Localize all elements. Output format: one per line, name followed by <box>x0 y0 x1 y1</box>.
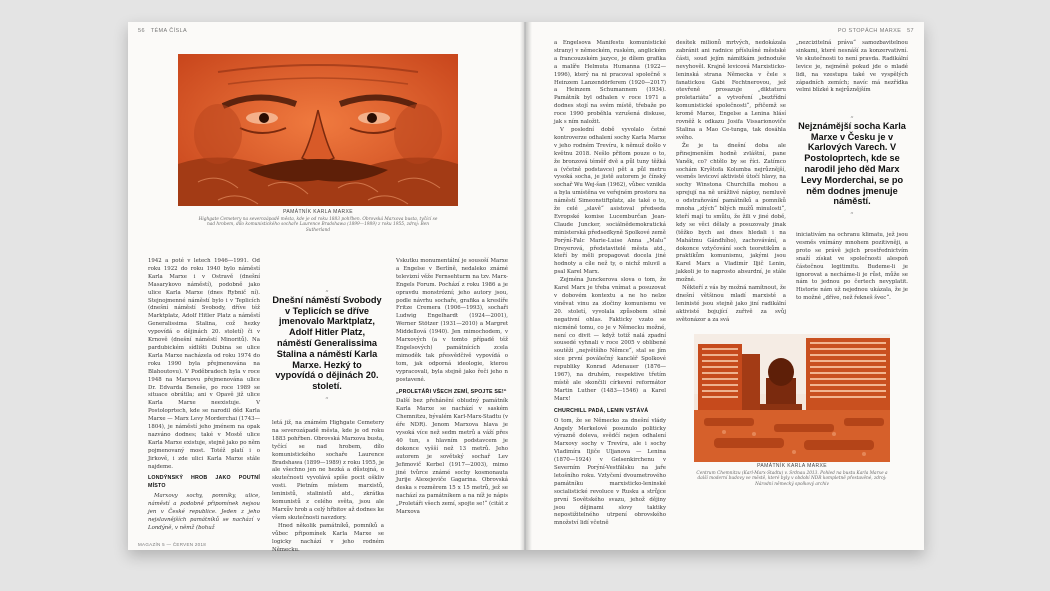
quote-text: Dnešní náměstí Svobody v Teplicích se dříve jmenovalo Marktplatz, Adolf Hitler Platz, náměstí Generalissima Stalina a náměstí Karla Marxe. Hezký to vypovídá o dějinách 20. století. <box>272 294 382 392</box>
left-folio <box>138 28 187 34</box>
paragraph: iniciativám na ochranu klimatu, jež jsou vesměs vnímány mnohem pozitivněji, a proto se právě jejich prostřednictvím snaží získat ve společnosti alespoň částečnou legitimitu. Budeme-li je ignorovat a necháme-li je růst, může se nám to jednou po čertech nevyplatit. Historie nám už nejednou ukázala, že je to možné „dříve, než řekneš švec“. <box>796 232 908 302</box>
left-column-1 <box>148 258 260 548</box>
right-column-3-top <box>796 40 908 104</box>
quote-open-mark: „ <box>850 111 854 119</box>
chemnitz-illustration <box>694 334 890 462</box>
paragraph: Vskutku monumentální je sousoší Marxe a Engelse v Berlíně, nedaleko známé televizní věže Fernsehturm na tzv. Marx-Engels Forum. Pochází z roku 1986 a je opravdu monstrózní; jeho autory jsou, podle návrhu sochaře, grafika a kreslíře Fritze Cremera (1906—1993), sochaři Ludwig Engelhardt (1924—2001), Werner Stötzer (1931—2010) a Margret Middellová (1940). Jen mimochodem, v Marxových (a v tomto případě též Engelsových) památnících zcela mimoděk tak přesvědčivě vypovídá o tom, jak odporná ideologie, kterou vypracovali, byla stejně jako řeči jeho n postavené. <box>396 258 508 383</box>
left-column-3 <box>396 258 508 548</box>
right-column-1 <box>554 40 666 546</box>
chemnitz-monument-photo <box>694 334 890 462</box>
paragraph: V poslední době vyvolalo četné kontroverze odhalení sochy Karla Marxe v jeho rodném Trevíru, k němuž došlo v květnu 2018. Nešlo přitom pouze o to, že bronzová téměř dvě a půl tuny těžká a (včetně podstavce) pět a půl metru vysoká socha, je jistě autorem je čínský sochař Wu Wej-šan (1962), vůbec vznikla a byla umístěna ve veřejném prostoru na náměstí Simeonstiftplatz, ale také o to, že celé „slavě“ asistoval předseda Evropské komise Lucemburčan Jean-Claude Juncker, sociálnědemokratická ministerská předsedkyně Spolkové země Porýní-Falc Marie-Luise Anna „Malu“ Dreyerová, představitelé města atd., kteří by měli propagovat docela jiné hodnoty a cíle než ty, o nichž mluvil a psal Karel Marx. <box>554 126 666 276</box>
quote-close-mark: “ <box>850 211 854 220</box>
paragraph: Marxovy sochy, pomníky, ulice, náměstí a podobně připomínek nejsou jen v České republice. Jeden z jeho nejslavnějších památníků se nachází v Londýně, v němž (bohuž <box>148 493 260 531</box>
right-column-2 <box>676 40 786 330</box>
section-title: TÉMA ČÍSLA <box>150 28 188 34</box>
marx-face-illustration <box>178 54 458 206</box>
left-pull-quote <box>272 284 382 406</box>
paragraph: O tom, že se Německo za dnešní vlády Angely Merkelové posunulo politicky výrazně doleva, svědčí nejen odhalení Marxovy sochy v Trevíru, ale i sochy Vladimíra Iljiče Uljanova — Lenina (1870—1924) v Gelsenkirchenu v Severním Porýní-Vestfálsku na jaře letošního roku. Vztyčení dvoumetrového památníku marxisticko-leninské socialistické revoluce v Rusku a strůjce první Sovětského svazu, jehož dějiny jsou dějinami slovy taktiky nepostižitelného utrpení obrovského množství lidí včetně <box>554 417 666 527</box>
caption-title: PAMÁTNÍK KARLA MARXE <box>757 463 827 469</box>
paragraph: Zejména Junckerova slova o tom, že Karel Marx je třeba vnímat a posuzovat v dobovém kontextu a ne ho nelze viněvat vinu za zločiny komunismu ve 20. století, vyvolala způsobem silné negativní ohlas. Fakticky vzato se nicméně tomu, co je v Německu možné, není co divit — když totiž nalá zpadní sousedé vyhnali v roce 2005 v oblíbené soutěži „největšího Němce“, stal se jím sice první poválečný kancléř Spolkové republiky Konrad Adenauer (1876—1967), na druhém, respektive třetím místě ale skončili církevní reformátor Martin Luther (1483—1546) a Karel Marx! <box>554 277 666 402</box>
caption-text: Highgate Cemetery na severozápadě města, kde je od roku 1883 pohřben. Obrovská Marxova busta, tyčící se nad hrobem, dílo komunistického sochaře Laurence Bradshawa (1899—1989) z roku 1955, zdroj: Ben Sutherland <box>198 216 438 233</box>
section-heading: LONDÝNSKÝ HROB JAKO POUTNÍ MÍSTO <box>148 475 260 490</box>
paragraph: Že je ta dnešní doba ale přinejmenším hodně zvláštní, pane Vaněk, co? chtělo by se říci. Zatímco sochám Kryštofa Kolumba nejrůznější, vesměs levicoví aktivisté útočí hlavy, na sochy Winstona Churchilla mohou a sprejují na ně urážlivé nápisy, nemluvě o odstraňování památníků a pomníků mnoha „zlých“ bílých mužů minulosti“, kteří mají tu smůlu, že žili v jiné době, kdy se věci dělaly a posuzovaly jinak (těžko bych asi dnes hledali i na Mahátmu Gándhího), zachovávání, a dokonce vztyčování soch teoretikům a praktikům komunismu, jakými jsou Karel Marx a Vladimír Iljič Lenin, jakkoli je to naprosto absurdní, je stále možné. <box>676 142 786 284</box>
right-column-3 <box>796 232 908 326</box>
right-page <box>526 22 924 550</box>
left-footer: MAGAZÍN 5 — ČERVEN 2018 <box>138 542 207 547</box>
marx-portrait-photo <box>178 54 458 206</box>
paragraph: Hned několik památníků, pomníků a vůbec připomínek Karla Marxe se logicky nachází v jeho rodném Německu. <box>272 522 384 553</box>
right-folio <box>838 28 914 34</box>
section-heading: CHURCHILL PADÁ, LENIN VSTÁVÁ <box>554 407 649 414</box>
paragraph: „nezcizitelná práva“ samozbavitelnou sinkami, které nesnáší za konzervativní. Ve skutečnosti to není pravda. Radikální levice je, nejméně pokud jde o mladé lidi, na vzestupu také ve vyspělých západních zemích; navíc má nezřídka velmi blízké k nejrůznějším <box>796 40 908 94</box>
quote-close-mark: “ <box>325 395 329 404</box>
paragraph: Další bez přehánění obludný památník Karla Marxe se nachází v saském Chemnitzu, bývalém Karl-Marx-Stadtu (v éře NDR). Jenom Marxova hlava je vysoká více než sedm metrů a váží přes 40 tun, s hlavním podstavcem je dokonce vyšší než 13 metrů. Jeho autorem je sovětský sochař Lev Jefimovič Kerbel (1917—2003), mimo jiné tvůrce známé sochy kosmonauta Jurije Alexejeviče Gagarina. Obrovská deska s rozměrem 15 x 15 metrů, jež se nachází za památníkem a na níž je nápis „Proletáři všech zemí, spojte se!“ (citát z Marxova <box>396 398 508 516</box>
page-number: 57 <box>907 28 914 34</box>
left-page <box>128 22 524 553</box>
section-heading: „PROLETÁŘI VŠECH ZEMÍ, SPOJTE SE!“ <box>396 388 507 395</box>
quote-text: Nejznámější socha Karla Marxe v Česku je v Karlových Varech. V Postoloprtech, kde se narodil jeho děd Marx Levy Morderchai, se po něm dodnes jmenuje náměstí. <box>798 120 906 207</box>
caption-text: Centrum Chemnitzu (Karl-Marx-Stadtu) v. Srdnau 2013. Pohled na bustu Karla Marxe a další moderní budovy ve městě, které byly v období NDR kompletně přestavěné, zdroj: Národní německý spolkový archiv <box>696 470 888 487</box>
paragraph: letá již, na známém Highgate Cemetery na severozápadě města, kde je od roku 1883 pohřben. Obrovská Marxova busta, tyčící se nad hrobem, dílo komunistického sochaře Laurence Bradshawa (1899—1989) z roku 1955, je ale všechno jen ne hezká a důstojná, o skutečnosti vyvolává spíše pocit oškliv vosti. Pietním místem marxistů, leninistů, stalinistů atd., zkrátka komunistů z celého světa, jsou ale Marxův hrob a celý hřbitov až dodnes ke všem skutečnosti navzdory. <box>272 420 384 521</box>
paragraph: a Engelsova Manifestu komunistické strany) v německém, ruském, anglickém a francouzském jazyce, je dílem grafika a malíře Helmuta Humanna (1922—1996), který na ni pracoval společně s Heinzem Lanzendörferem (1920—2017) a Heinzem Schumannem (1934). Památník byl odhalen v roce 1971 a dodnes stojí na svém místě, třebaže po roce 1990 proběhla vzrušená diskuse, jak s ním naložit. <box>554 40 666 126</box>
page-number: 56 <box>138 28 145 34</box>
section-title: PO STOPÁCH MARXE <box>837 28 902 34</box>
paragraph: Někteří z vás by možná namítnout, že dnešní většinou mladí marxisté a leninisté jsou stejně jako jiní radikální aktivisté bojující zuřivě za svůj světonázor a za svá <box>676 285 786 323</box>
right-pull-quote <box>796 110 908 221</box>
left-column-2 <box>272 420 384 553</box>
caption-title: PAMÁTNÍK KARLA MARXE <box>283 209 353 215</box>
paragraph: desítek milionů mrtvých, nedokázala zabránit ani radnice příslušné městské části, soud jejím námitkám jednoduše nevyhověl. Krajně levicová Marxisticko-leninská strana Německa v čele s fanatickou Gabi Fechtnerovou, jež otevřeně prosazuje „diktaturu proletariátu“ a vytvoření „beztřídní komunistické společnosti“, přičemž se kromě Marxe, Engelse a Lenina hlásí rovněž k odkazu Josifa Vissarionoviče Stalina a Mao Ce-tunga, tak dosáhla svého. <box>676 40 786 141</box>
right-photo-caption <box>694 464 890 487</box>
quote-open-mark: „ <box>325 285 329 293</box>
spine-gutter <box>520 22 532 550</box>
left-photo-caption <box>198 210 438 233</box>
magazine-spread <box>128 22 924 553</box>
paragraph: 1942 a poté v letech 1946—1991. Od roku 1922 do roku 1940 bylo náměstí Karla Marxe i v Ostravě (dnešní Masarykovo náměstí), podobně jako ulice Karla Marxe (dnes Rybnič ní). Stejnojmenné náměstí bylo i v Teplicích (dnešní náměstí Svobody, dříve též Marktplatz, Adolf Hitler Platz a náměstí Generalissima Stalina, což hezky vypovídá o dějinách 20. století) či v Krnově (dnešní náměstí Minoritů). Na pardubickém sídlišti Dubina se ulice Karla Marxe nacházela od roku 1974 do roku 1990 byla přejmenována na Blahoutovu). V Poděbradech byla v roce 1948 na Marxovu přejmenována ulice Dr. Edvarda Beneše, po roce 1989 se situace obrátila; ani v Opavě již ulice Karla Marxe neexistuje. V Postoloprtech, kde se narodil děd Karla Marxe — Marx Levy Morderchai (1743—1804), je náměstí jeho jménem na opak nazváno dodnes; také v Mostě ulice Karla Marxe existuje, stejně jako po něm pojmenovaný most. Totéž platí i o Jirkově, i zde ulici Karla Marxe stále najdeme. <box>148 258 260 470</box>
